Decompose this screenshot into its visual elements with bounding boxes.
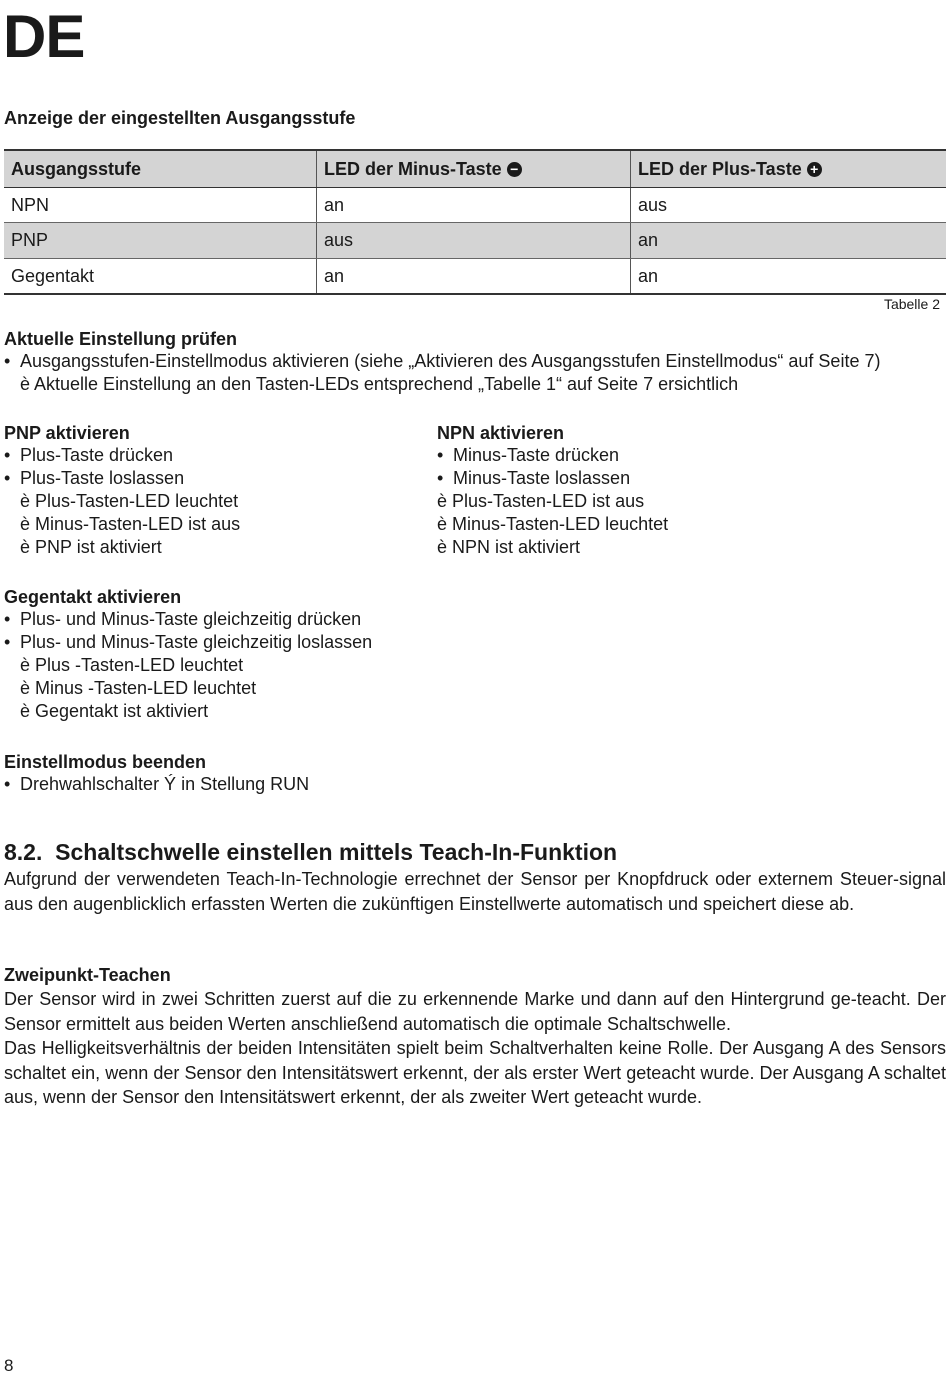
result-line: è Plus-Tasten-LED leuchtet [20, 491, 239, 511]
section-heading: Gegentakt aktivieren [4, 587, 182, 607]
result-line: è Minus-Tasten-LED ist aus [20, 514, 241, 534]
gegentakt-section [4, 586, 372, 723]
result-line: è Gegentakt ist aktiviert [20, 701, 209, 721]
section-intro: Aufgrund der verwendeten Teach-In-Technologie errechnet der Sensor per Knopfdruck oder externem Steuer-signal aus den augenblicklich erfassten Werten die zukünftigen Einstellwerte automatisch und speichert diese ab. [4, 869, 946, 914]
list-item-text: Ausgangsstufen-Einstellmodus aktivieren (siehe „Aktivieren des Ausgangsstufen Einstellmodus“ auf Seite 7) [20, 351, 881, 371]
npn-section [437, 422, 668, 559]
bullet: • [4, 351, 11, 371]
table-cell: an [317, 259, 631, 293]
plus-circle-icon: + [807, 162, 822, 177]
list-item-text: Plus- und Minus-Taste gleichzeitig loslassen [20, 632, 373, 652]
paragraph: Der Sensor wird in zwei Schritten zuerst auf die zu erkennende Marke und dann auf den Hintergrund ge-teacht. Der Sensor ermittelt aus beiden Werten anschließend automatisch die optimale Schaltschwelle. [4, 989, 946, 1034]
table-title: Anzeige der eingestellten Ausgangsstufe [4, 108, 356, 128]
result-line: è PNP ist aktiviert [20, 537, 162, 557]
section-number: 8.2. [4, 839, 43, 865]
list-item-text: Minus-Taste loslassen [453, 468, 631, 488]
section-title-text: Schaltschwelle einstellen mittels Teach-In-Funktion [55, 839, 618, 865]
paragraph: Das Helligkeitsverhältnis der beiden Intensitäten spielt beim Schaltverhalten keine Rolle. Der Ausgang A des Sensors schaltet ein, wenn der Sensor den Intensitätswert erkennt, der als erster Wert geteacht wurde. Der Ausgang A schaltet aus, wenn der Sensor den Intensitätswert erkennt, der als zweiter Wert geteacht wurde. [4, 1038, 946, 1107]
list-item [4, 608, 372, 631]
section-title [4, 839, 617, 866]
result-line: è Plus -Tasten-LED leuchtet [20, 655, 244, 675]
result-line: è Minus -Tasten-LED leuchtet [20, 678, 257, 698]
table-cell: aus [317, 223, 631, 258]
list-item [4, 350, 880, 373]
end-section [4, 751, 309, 796]
table-row [4, 188, 946, 223]
bullet: • [437, 468, 444, 488]
language-code: DE [3, 3, 85, 70]
section-heading: Einstellmodus beenden [4, 752, 207, 772]
list-item-text: Plus-Taste loslassen [20, 468, 185, 488]
bullet: • [4, 468, 11, 488]
column-header [631, 151, 946, 187]
table-row [4, 259, 946, 295]
table-cell: aus [638, 194, 668, 215]
table-header-row [4, 149, 946, 188]
list-item [4, 631, 372, 654]
bullet: • [4, 774, 11, 794]
section-heading: PNP aktivieren [4, 423, 130, 443]
table-caption: Tabelle 2 [883, 296, 940, 312]
minus-circle-icon: − [507, 162, 522, 177]
table-row [4, 223, 946, 259]
column-header-label: LED der Plus-Taste [638, 158, 802, 179]
list-item [437, 467, 668, 490]
page-number: 8 [4, 1356, 14, 1375]
bullet: • [437, 445, 444, 465]
list-item [4, 773, 309, 796]
list-item [4, 467, 240, 490]
list-item-text: Plus- und Minus-Taste gleichzeitig drücken [20, 609, 362, 629]
table-cell: Gegentakt [4, 259, 317, 293]
bullet: • [4, 445, 11, 465]
list-item-text: Drehwahlschalter Ý in Stellung RUN [20, 774, 310, 794]
check-section [4, 328, 880, 396]
result-line: è Aktuelle Einstellung an den Tasten-LEDs entsprechend „Tabelle 1“ auf Seite 7 ersichtlich [20, 374, 739, 394]
output-stage-table [4, 149, 946, 295]
table-cell: an [638, 230, 659, 250]
table-cell: an [638, 265, 659, 286]
result-line: è Plus-Tasten-LED ist aus [437, 491, 645, 511]
pnp-section [4, 422, 240, 559]
section-heading: NPN aktivieren [437, 423, 565, 443]
list-item-text: Minus-Taste drücken [453, 445, 620, 465]
list-item [4, 444, 240, 467]
column-header [317, 151, 631, 187]
result-line: è Minus-Tasten-LED leuchtet [437, 514, 669, 534]
column-header: Ausgangsstufe [4, 151, 317, 187]
table-cell: PNP [4, 223, 317, 258]
table-cell: NPN [4, 188, 317, 222]
column-header-label: LED der Minus-Taste [324, 158, 502, 179]
table-cell: an [317, 188, 631, 222]
bullet: • [4, 609, 11, 629]
section-heading: Zweipunkt-Teachen [4, 965, 171, 985]
result-line: è NPN ist aktiviert [437, 537, 581, 557]
list-item [437, 444, 668, 467]
bullet: • [4, 632, 11, 652]
list-item-text: Plus-Taste drücken [20, 445, 174, 465]
section-heading: Aktuelle Einstellung prüfen [4, 329, 238, 349]
